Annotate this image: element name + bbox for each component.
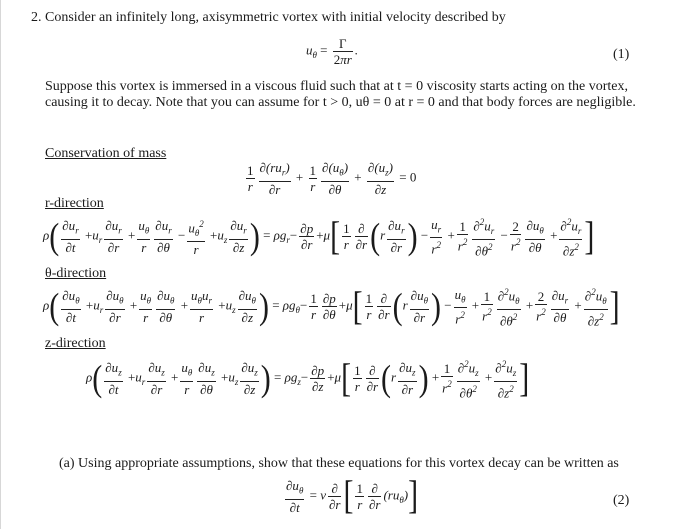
initial-velocity-equation: $u_\theta$ = $\frac{\Gamma}{2\pi r}$ .	[306, 36, 359, 67]
continuity-equation: $\frac{1}{r}$ $\frac{\partial(ru_r)}{\partial r}$ + $\frac{1}{r}$ $\frac{\partial(u_\theta)}{\partial\theta}$ + $\frac{\partial(u_z)}{\partial z}$ = 0	[247, 160, 417, 197]
problem-paragraph: Suppose this vortex is immersed in a viscous fluid such that at t = 0 viscosity starts acting on the vortex, causing it to decay. Note that you can assume for t > 0, uθ = 0 at r = 0 and that body forces are negligible.	[45, 79, 636, 110]
r-momentum-equation: ρ( $\frac{\partial u_r}{\partial t}$ $+u_r$ $\frac{\partial u_r}{\partial r}$ + $\frac{u_\theta}{r}$ $\frac{\partial u_r}{\partial\theta}$ − $\frac{u_\theta^2}{r}$ $+u_z$ $\frac{\partial u_r}{\partial z}$ ) = $\rho g_r-$ $\frac{\partial p}{\partial r}$ +μ[ $\frac{1}{r}$ $\frac{\partial}{\partial r}$ (r $\frac{\partial u_r}{\partial r}$ ) − $\frac{u_r}{r^2}$ + $\frac{1}{r^2}$ $\frac{\partial^2u_r}{\partial\theta^2}$ − $\frac{2}{r^2}$ $\frac{\partial u_\theta}{\partial\theta}$ + $\frac{\partial^2u_r}{\partial z^2}$ ]	[43, 213, 595, 259]
equation-number-2: (2)	[613, 493, 630, 508]
vortex-decay-equation: $\frac{\partial u_\theta}{\partial t}$ = ν $\frac{\partial}{\partial r}$ [ $\frac{1}{r}$ $\frac{\partial}{\partial r}$ $(ru_\theta)$]	[286, 473, 419, 518]
problem-statement	[31, 10, 506, 26]
theta-direction-heading: θ-direction	[45, 266, 107, 281]
z-direction-heading: z-direction	[45, 336, 106, 351]
theta-momentum-equation: ρ( $\frac{\partial u_\theta}{\partial t}$ $+u_r$ $\frac{\partial u_\theta}{\partial r}$ + $\frac{u_\theta}{r}$ $\frac{\partial u_\theta}{\partial\theta}$ + $\frac{u_\theta u_r}{r}$ $+u_z$ $\frac{\partial u_\theta}{\partial z}$ ) = $\rho g_\theta-$ $\frac{1}{r}$ $\frac{\partial p}{\partial\theta}$ +μ[ $\frac{1}{r}$ $\frac{\partial}{\partial r}$ (r $\frac{\partial u_\theta}{\partial r}$ ) − $\frac{u_\theta}{r^2}$ + $\frac{1}{r^2}$ $\frac{\partial^2u_\theta}{\partial\theta^2}$ + $\frac{2}{r^2}$ $\frac{\partial u_r}{\partial\theta}$ + $\frac{\partial^2u_\theta}{\partial z^2}$ ]	[43, 283, 620, 329]
conservation-of-mass-heading: Conservation of mass	[45, 146, 167, 161]
problem-intro: Consider an infinitely long, axisymmetric vortex with initial velocity described by	[45, 10, 506, 25]
r-direction-heading: r-direction	[45, 196, 104, 211]
equation-number-1: (1)	[613, 47, 630, 62]
part-a-statement: (a) Using appropriate assumptions, show that these equations for this vortex decay can be written as	[59, 456, 619, 471]
problem-number: 2.	[31, 10, 42, 25]
z-momentum-equation: ρ( $\frac{\partial u_z}{\partial t}$ $+u_r$ $\frac{\partial u_z}{\partial r}$ + $\frac{u_\theta}{r}$ $\frac{\partial u_z}{\partial\theta}$ $+u_z$ $\frac{\partial u_z}{\partial z}$ ) = $\rho g_z-$ $\frac{\partial p}{\partial z}$ +μ[ $\frac{1}{r}$ $\frac{\partial}{\partial r}$ (r $\frac{\partial u_z}{\partial r}$ ) + $\frac{1}{r^2}$ $\frac{\partial^2u_z}{\partial\theta^2}$ + $\frac{\partial^2u_z}{\partial z^2}$ ]	[86, 355, 530, 401]
